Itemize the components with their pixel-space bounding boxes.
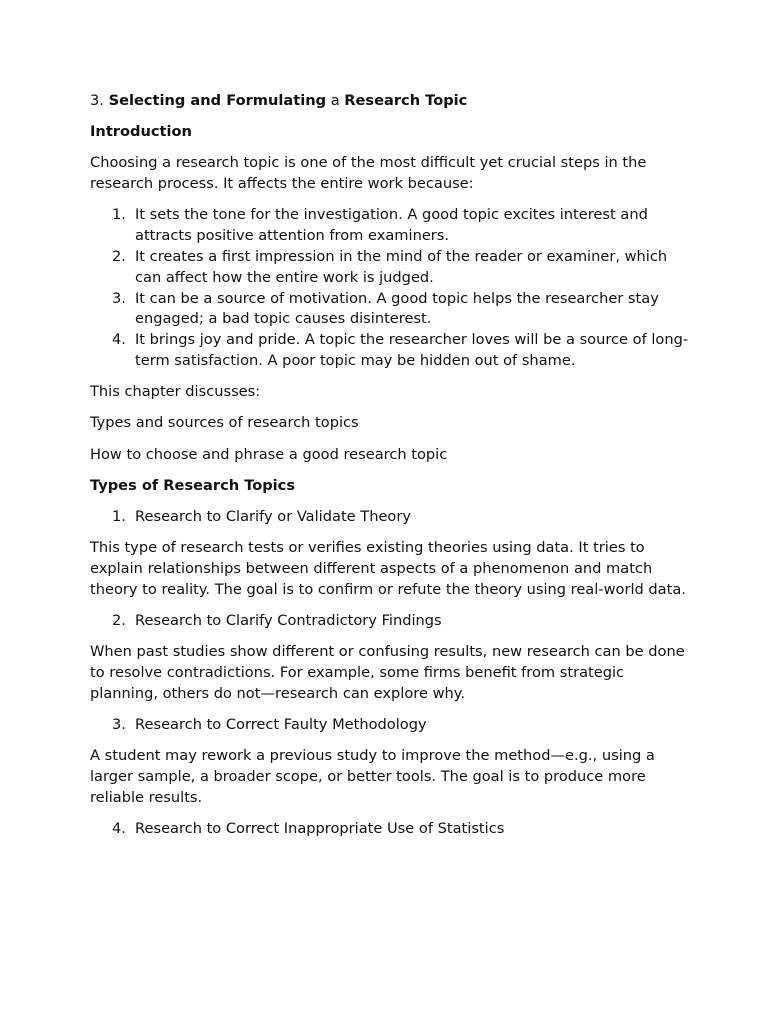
- list-item: [90, 507, 690, 528]
- chapter-discusses-text: This chapter discusses:: [90, 383, 261, 401]
- chapter-title: [90, 91, 690, 112]
- types-heading: Types of Research Topics: [90, 476, 296, 494]
- chapter-number: 3.: [90, 92, 104, 109]
- chapter-title-part-2: a: [330, 92, 340, 109]
- chapter-title-part-1: Selecting and Formulating: [108, 92, 327, 109]
- discuss-item-1: Types and sources of research topics: [90, 414, 359, 432]
- type-section-title-4: [90, 819, 690, 840]
- list-item-number: 2.: [112, 611, 126, 629]
- list-item-number: 1.: [112, 206, 126, 224]
- list-item-text: Research to Clarify or Validate Theory: [135, 507, 411, 525]
- list-item-number: 2.: [112, 247, 126, 265]
- introduction-paragraph: Choosing a research topic is one of the most difficult yet crucial steps in the research process. It affects the entire work because:: [90, 154, 647, 193]
- type-section-body-2: When past studies show different or confusing results, new research can be done to resolve contradictions. For example, some firms benefit from strategic planning, others do not—research can explore why.: [90, 643, 685, 702]
- list-item: [90, 289, 690, 331]
- list-item-text: Research to Correct Faulty Methodology: [135, 715, 427, 733]
- list-item-text: Research to Correct Inappropriate Use of Statistics: [135, 819, 505, 837]
- list-item: [90, 819, 690, 840]
- discuss-item-2: How to choose and phrase a good research topic: [90, 445, 448, 463]
- list-item-number: 4.: [112, 331, 126, 349]
- list-item: [90, 715, 690, 736]
- list-item-number: 3.: [112, 715, 126, 733]
- list-item: [90, 205, 690, 247]
- list-item: [90, 330, 690, 372]
- introduction-heading: Introduction: [90, 123, 192, 141]
- document-page: [90, 91, 690, 850]
- list-item-text: It sets the tone for the investigation. A good topic excites interest and attracts positive attention from examiners.: [135, 206, 648, 245]
- type-section-body-1: This type of research tests or verifies existing theories using data. It tries to explain relationships between different aspects of a phenomenon and match theory to reality. The goal is to confirm or refute the theory using real-world data.: [90, 539, 686, 598]
- list-item-text: Research to Clarify Contradictory Findings: [135, 611, 442, 629]
- chapter-title-part-3: Research Topic: [344, 92, 468, 109]
- list-item: [90, 247, 690, 289]
- list-item: [90, 611, 690, 632]
- type-section-title-2: [90, 611, 690, 632]
- type-section-title-3: [90, 715, 690, 736]
- list-item-number: 4.: [112, 819, 126, 837]
- list-item-text: It can be a source of motivation. A good topic helps the researcher stay engaged; a bad topic causes disinterest.: [135, 289, 659, 328]
- type-section-title-1: [90, 507, 690, 528]
- introduction-list: [90, 205, 690, 371]
- list-item-text: It creates a first impression in the mind of the reader or examiner, which can affect how the entire work is judged.: [135, 247, 668, 286]
- type-section-body-3: A student may rework a previous study to improve the method—e.g., using a larger sample, a broader scope, or better tools. The goal is to produce more reliable results.: [90, 747, 655, 806]
- list-item-text: It brings joy and pride. A topic the researcher loves will be a source of long-term satisfaction. A poor topic may be hidden out of shame.: [135, 331, 689, 369]
- list-item-number: 3.: [112, 289, 126, 307]
- list-item-number: 1.: [112, 507, 126, 525]
